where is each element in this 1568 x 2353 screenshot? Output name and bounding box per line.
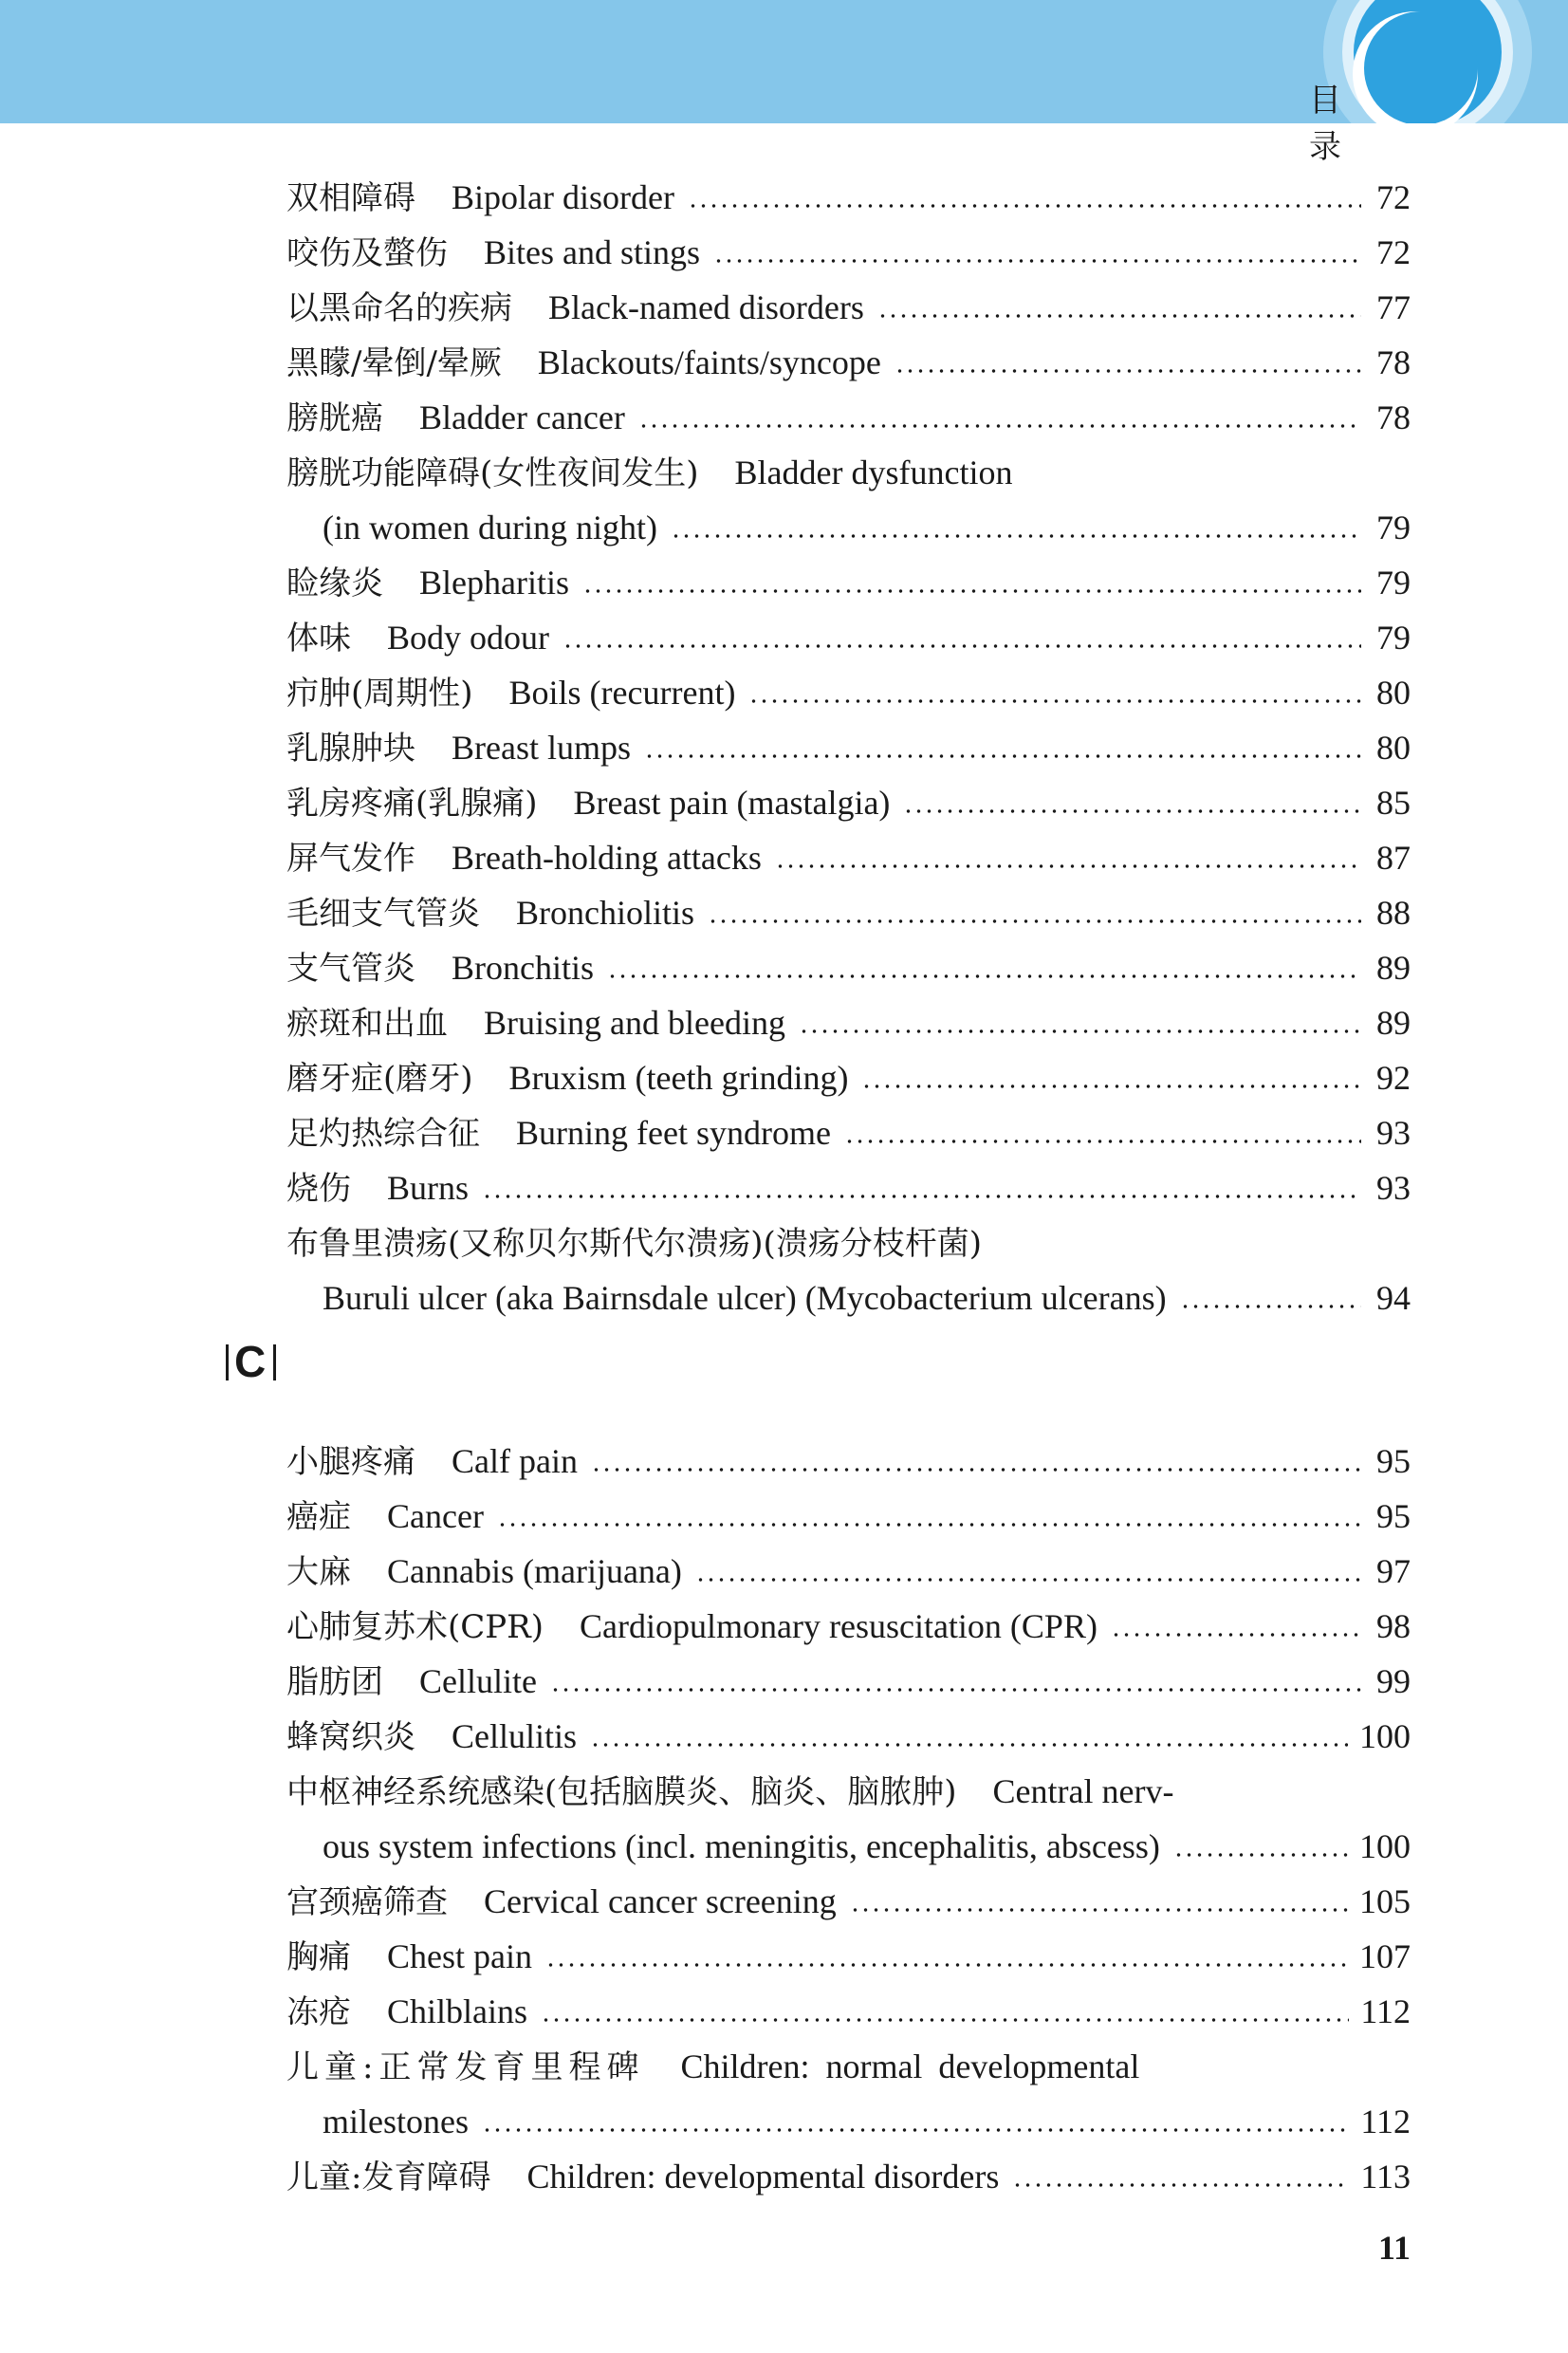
entry-cn: 睑缘炎 — [286, 565, 383, 602]
entry-en: Bruising and bleeding — [484, 1004, 785, 1042]
toc-entry[interactable] — [286, 1918, 1411, 1976]
entry-cn: 疖肿(周期性) — [286, 675, 473, 713]
entry-cn: 烧伤 — [286, 1170, 351, 1208]
entry-page: 112 — [1360, 1992, 1411, 2030]
entry-en: Cellulitis — [452, 1717, 578, 1755]
leader-dots — [1012, 2182, 1349, 2188]
entry-en: Bronchitis — [452, 949, 594, 987]
entry-cn: 黑矇/晕倒/晕厥 — [286, 344, 502, 382]
toc-entry[interactable] — [286, 1150, 1411, 1208]
entry-cn: 宫颈癌筛查 — [286, 1883, 448, 1921]
entry-en: Cellulite — [419, 1662, 537, 1700]
toc-entry-continuation[interactable] — [323, 490, 1411, 545]
leader-dots — [1173, 1852, 1348, 1858]
entry-en: Breast pain (mastalgia) — [573, 784, 891, 822]
entry-page: 85 — [1376, 784, 1411, 822]
entry-cn: 磨牙症(磨牙) — [286, 1060, 473, 1098]
toc-entry-continuation[interactable] — [323, 1808, 1411, 1863]
entry-en-continued: ous system infections (incl. meningitis, encephalitis, abscess) — [323, 1827, 1160, 1865]
entry-cn: 蜂窝织炎 — [286, 1718, 415, 1756]
entry-page: 97 — [1376, 1552, 1411, 1590]
toc-entry[interactable] — [286, 1533, 1411, 1591]
entry-cn: 膀胱癌 — [286, 399, 383, 437]
entry-page: 105 — [1359, 1882, 1411, 1920]
leader-dots — [695, 1577, 1361, 1583]
entry-cn: 儿童:发育障碍 — [286, 2158, 491, 2196]
leader-dots — [775, 863, 1361, 869]
entry-en: Blepharitis — [419, 564, 569, 602]
entry-page: 79 — [1376, 564, 1411, 602]
entry-cn: 小腿疼痛 — [286, 1443, 415, 1481]
entry-en: Bronchiolitis — [516, 894, 694, 932]
entry-en: Cardiopulmonary resuscitation (CPR) — [580, 1607, 1098, 1645]
entry-cn: 大麻 — [286, 1553, 351, 1591]
entry-page: 79 — [1376, 619, 1411, 657]
toc-entry[interactable] — [286, 1753, 1411, 1811]
toc-entry-continuation[interactable] — [323, 1260, 1411, 1315]
leader-dots — [497, 1522, 1361, 1528]
toc-entry[interactable] — [286, 765, 1411, 823]
leader-dots — [708, 918, 1361, 924]
entry-page: 80 — [1376, 729, 1411, 767]
toc-entry[interactable] — [286, 1588, 1411, 1646]
entry-cn: 支气管炎 — [286, 950, 415, 988]
leader-dots — [545, 1962, 1348, 1968]
leader-dots — [482, 1194, 1361, 1199]
toc-entry[interactable] — [286, 710, 1411, 768]
entry-cn: 中枢神经系统感染(包括脑膜炎、脑炎、脑脓肿) — [286, 1773, 957, 1811]
leader-dots — [861, 1084, 1361, 1089]
leader-dots — [799, 1028, 1361, 1034]
entry-en: Cancer — [387, 1497, 484, 1535]
toc-entry[interactable] — [286, 985, 1411, 1043]
entry-en: Chest pain — [387, 1937, 532, 1975]
toc-entry[interactable] — [286, 1973, 1411, 2029]
leader-dots — [1111, 1632, 1361, 1638]
entry-page: 79 — [1376, 509, 1411, 547]
entry-cn: 以黑命名的疾病 — [286, 289, 512, 327]
toc-entry[interactable] — [286, 545, 1411, 600]
entry-page: 100 — [1359, 1827, 1411, 1865]
header-band — [0, 0, 1568, 166]
entry-cn: 瘀斑和出血 — [286, 1005, 448, 1043]
entry-page: 93 — [1376, 1169, 1411, 1207]
entry-en: Burns — [387, 1169, 470, 1207]
entry-en: Central nerv- — [992, 1772, 1174, 1810]
entry-page: 77 — [1376, 288, 1411, 326]
entry-cn: 布鲁里溃疡(又称贝尔斯代尔溃疡)(溃疡分枝杆菌) — [286, 1225, 983, 1263]
toc-entry[interactable] — [286, 600, 1411, 658]
entry-en: Breast lumps — [452, 729, 631, 767]
entry-en: Children: normal developmental — [680, 2047, 1140, 2085]
entry-cn: 膀胱功能障碍(女性夜间发生) — [286, 454, 699, 492]
leader-dots — [638, 423, 1361, 429]
leader-dots — [582, 588, 1361, 594]
entry-en: Children: developmental disorders — [526, 2158, 1000, 2196]
leader-dots — [550, 1687, 1361, 1693]
toc-entry[interactable] — [286, 214, 1411, 272]
entry-page: 98 — [1376, 1607, 1411, 1645]
entry-cn: 体味 — [286, 620, 351, 658]
entry-page: 107 — [1359, 1937, 1411, 1975]
entry-cn: 毛细支气管炎 — [286, 895, 480, 933]
entry-en-continued: milestones — [323, 2103, 469, 2140]
section-bar-left — [226, 1344, 229, 1380]
entry-cn: 癌症 — [286, 1498, 351, 1536]
toc-entry[interactable] — [286, 1698, 1411, 1756]
entry-page: 113 — [1360, 2158, 1411, 2196]
toc-entry[interactable] — [286, 269, 1411, 327]
leader-dots — [590, 1742, 1348, 1748]
toc-entry[interactable] — [286, 159, 1411, 217]
entry-page: 94 — [1376, 1279, 1411, 1317]
toc-entry[interactable] — [286, 1423, 1411, 1481]
entry-page: 99 — [1376, 1662, 1411, 1700]
leader-dots — [541, 2017, 1349, 2023]
entry-page: 78 — [1376, 343, 1411, 381]
entry-en: Cannabis (marijuana) — [387, 1552, 682, 1590]
entry-en: Breath-holding attacks — [452, 839, 762, 877]
entry-cn: 胸痛 — [286, 1938, 351, 1976]
entry-cn: 足灼热综合征 — [286, 1115, 480, 1153]
entry-en: Cervical cancer screening — [484, 1882, 837, 1920]
toc-entry[interactable] — [286, 655, 1411, 713]
entry-page: 92 — [1376, 1059, 1411, 1097]
entry-en: Bladder cancer — [419, 398, 625, 436]
entry-cn: 脂肪团 — [286, 1663, 383, 1701]
entry-page: 95 — [1376, 1442, 1411, 1480]
entry-cn: 冻疮 — [286, 1993, 351, 2031]
entry-en-continued: (in women during night) — [323, 509, 657, 547]
entry-page: 80 — [1376, 674, 1411, 712]
entry-page: 78 — [1376, 398, 1411, 436]
toc-entry[interactable] — [286, 380, 1411, 435]
leader-dots — [591, 1467, 1361, 1473]
leader-dots — [903, 808, 1361, 814]
entry-cn: 双相障碍 — [286, 179, 415, 217]
toc-entry[interactable] — [286, 875, 1411, 933]
leader-dots — [482, 2127, 1349, 2133]
toc-entry[interactable] — [286, 2029, 1411, 2084]
leader-dots — [607, 973, 1361, 979]
entry-cn: 心肺复苏术(CPR) — [286, 1608, 544, 1646]
entry-en: Bites and stings — [484, 233, 701, 271]
entry-en: Blackouts/faints/syncope — [537, 343, 881, 381]
toc-entry-continuation[interactable] — [323, 2084, 1411, 2139]
section-letter: C — [234, 1337, 268, 1386]
entry-en: Body odour — [387, 619, 549, 657]
section-heading-c — [220, 1336, 282, 1387]
leader-dots — [895, 368, 1361, 374]
toc-entry[interactable] — [286, 1205, 1411, 1263]
entry-en-continued: Buruli ulcer (aka Bairnsdale ulcer) (Mycobacterium ulcerans) — [323, 1279, 1167, 1317]
entry-page: 72 — [1376, 233, 1411, 271]
page-number: 11 — [1377, 2229, 1411, 2267]
leader-dots — [748, 698, 1361, 704]
entry-page: 95 — [1376, 1497, 1411, 1535]
leader-dots — [671, 533, 1361, 539]
entry-page: 100 — [1359, 1717, 1411, 1755]
entry-cn: 咬伤及螫伤 — [286, 234, 448, 272]
leader-dots — [563, 643, 1361, 649]
leader-dots — [844, 1139, 1361, 1144]
entry-cn: 乳房疼痛(乳腺痛) — [286, 785, 538, 823]
toc-entry[interactable] — [286, 1863, 1411, 1921]
entry-en: Chilblains — [387, 1992, 528, 2030]
entry-page: 87 — [1376, 839, 1411, 877]
entry-page: 72 — [1376, 178, 1411, 216]
leader-dots — [877, 313, 1361, 319]
entry-cn: 乳腺肿块 — [286, 730, 415, 768]
toc-entry[interactable] — [286, 930, 1411, 988]
entry-page: 89 — [1376, 1004, 1411, 1042]
toc-entry[interactable] — [286, 435, 1411, 490]
entry-en: Bruxism (teeth grinding) — [508, 1059, 849, 1097]
entry-cn: 屏气发作 — [286, 840, 415, 878]
leader-dots — [688, 203, 1361, 209]
toc-entry[interactable] — [286, 1040, 1411, 1098]
leader-dots — [644, 753, 1361, 759]
entry-en: Burning feet syndrome — [516, 1114, 831, 1152]
leader-dots — [850, 1907, 1348, 1913]
entry-en: Calf pain — [452, 1442, 578, 1480]
leader-dots — [713, 258, 1361, 264]
toc-entry[interactable] — [286, 324, 1411, 380]
section-bar-right — [273, 1344, 276, 1380]
entry-page: 89 — [1376, 949, 1411, 987]
header-title: 目 录 — [1309, 82, 1362, 166]
entry-en: Boils (recurrent) — [508, 674, 736, 712]
entry-en: Bladder dysfunction — [734, 454, 1013, 491]
toc-entry[interactable] — [286, 820, 1411, 878]
entry-en: Black-named disorders — [548, 288, 864, 326]
toc-entry[interactable] — [286, 1095, 1411, 1153]
entry-cn: 儿童:正常发育里程碑 — [286, 2048, 645, 2086]
entry-en: Bipolar disorder — [452, 178, 674, 216]
entry-page: 112 — [1360, 2103, 1411, 2140]
entry-page: 88 — [1376, 894, 1411, 932]
entry-page: 93 — [1376, 1114, 1411, 1152]
toc-entry[interactable] — [286, 1643, 1411, 1701]
toc-entry[interactable] — [286, 2139, 1411, 2194]
toc-entry[interactable] — [286, 1478, 1411, 1536]
leader-dots — [1180, 1304, 1361, 1309]
